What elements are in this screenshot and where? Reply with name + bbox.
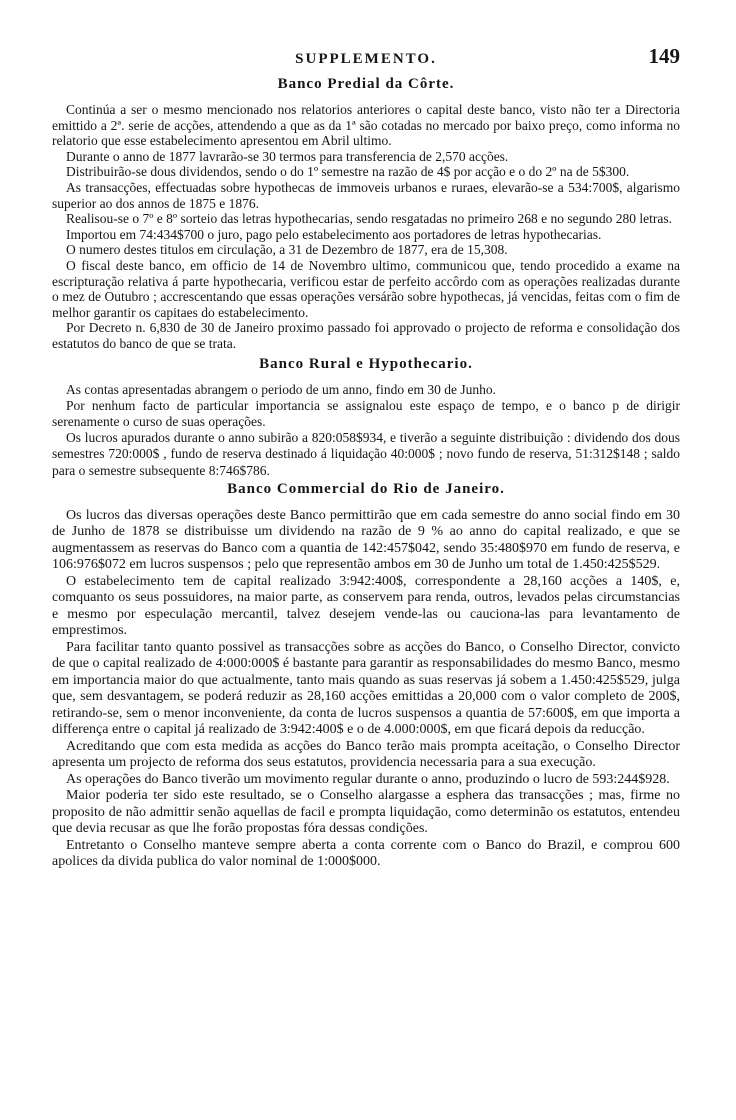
paragraph: Por nenhum facto de particular importancia se assignalou este espaço de tempo, e o banco p de dirigir serenamente o curso de suas operações. (52, 397, 680, 429)
paragraph: O estabelecimento tem de capital realizado 3:942:400$, correspondente a 28,160 acções a 140$, e, comquanto os seus possuidores, na maior parte, as conservem para renda, outros, levados pelas circumstancias e mesmo por especulação mercantil, talvez desejem vende-las ou cauciona-las para levantamento de emprestimos. (52, 573, 680, 639)
paragraph: As contas apresentadas abrangem o periodo de um anno, findo em 30 de Junho. (66, 381, 497, 397)
section-banco-commercial (52, 479, 680, 871)
paragraph: Por Decreto n. 6,830 de 30 de Janeiro proximo passado foi approvado o projecto de reforma e consolidação dos estatutos do banco de que se trata. (52, 320, 680, 351)
section-banco-predial (52, 74, 680, 352)
section-title: Banco Predial da Côrte. (277, 76, 455, 92)
paragraph: Maior poderia ter sido este resultado, se o Conselho alargasse a esphera das transacções ; mas, firme no proposito de não admittir senão aquellas de facil e prompta liquidação, como determinão os estatutos, entendeu que devia recusar as que lhe forão propostas fóra dessas condições. (52, 788, 680, 837)
paragraph: Continúa a ser o mesmo mencionado nos relatorios anteriores o capital deste banco, visto não ter a Directoria emittido a 2ª. serie de acções, attendendo a que as da 1ª são cotadas no mercado por baixo preço, como informa no relatorio que esse estabelecimento apresentou em Abril ultimo. (52, 102, 680, 149)
paragraph: As transacções, effectuadas sobre hypothecas de immoveis urbanos e ruraes, elevarão-se a 534:700$, algarismo superior ao dos annos de 1875 e 1876. (52, 179, 680, 211)
section-title: Banco Rural e Hypothecario. (259, 355, 473, 372)
paragraph: Durante o anno de 1877 lavrarão-se 30 termos para transferencia de 2,570 acções. (66, 148, 509, 164)
paragraph: Distribuirão-se dous dividendos, sendo o do 1º semestre na razão de 4$ por acção e o do 2º na de 5$300. (66, 164, 630, 180)
paragraph: O fiscal deste banco, em officio de 14 de Novembro ultimo, communicou que, tendo procedido a exame na escripturação relativa á parte hypothecaria, verificou estar de perfeito accôrdo com as operações realizadas durante o mez de Outubro ; accrescentando que essas operações versárão sobre hypothecas, já vencidas, feitas com o fim de melhor garantir os capitaes do estabelecimento. (52, 257, 680, 320)
running-header (52, 44, 680, 74)
paragraph: Importou em 74:434$700 o juro, pago pelo estabelecimento aos portadores de letras hypothecarias. (66, 226, 602, 242)
paragraph: Os lucros apurados durante o anno subirão a 820:058$934, e tiverão a seguinte distribuição : dividendo dos dous semestres 720:000$ , fundo de reserva destinado á liquidação 40:000$ ; novo fundo de reserva, 51:312$148 ; saldo para o semestre subsequente 8:746$786. (52, 430, 680, 478)
paragraph: Realisou-se o 7º e 8º sorteio das letras hypothecarias, sendo resgatadas no primeiro 268 e no segundo 280 letras. (66, 211, 672, 227)
paragraph: As operações do Banco tiverão um movimento regular durante o anno, produzindo o lucro de 593:244$928. (66, 771, 670, 787)
section-title: Banco Commercial do Rio de Janeiro. (227, 480, 505, 497)
paragraph: Acreditando que com esta medida as acções do Banco terão mais prompta aceitação, o Conselho Director apresenta um projecto de reforma dos seus estatutos, providencia necessaria para a sua execução. (52, 738, 680, 771)
paragraph: O numero destes titulos em circulação, a 31 de Dezembro de 1877, era de 15,308. (66, 242, 508, 258)
page-number: 149 (648, 44, 680, 68)
paragraph: Entretanto o Conselho manteve sempre aberta a conta corrente com o Banco do Brazil, e comprou 600 apolices da divida publica do valor nominal de 1:000$000. (52, 837, 680, 870)
paragraph: Para facilitar tanto quanto possivel as transacções sobre as acções do Banco, o Conselho Director, convicto de que o capital realizado de 4:000:000$ é bastante para garantir as responsabilidades do mesmo Banco, mesmo em importancia maior do que actualmente, tanto mais quando as suas reservas já sobem a 1.450:425$529, julga que, sem desvantagem, se poderá reduzir as 28,160 acções emittidas a 20,000 com o valor completo de 200$, retirando-se, sem o menor inconveniente, da conta de lucros suspensos a quantia de 57:600$, em que importa a differença entre o capital já realizado de 3:942:400$ e o de 4.000:000$, em que ficará depois da reducção. (52, 639, 680, 738)
running-title: SUPPLEMENTO. (295, 51, 437, 67)
paragraph: Os lucros das diversas operações deste Banco permittirão que em cada semestre do anno social findo em 30 de Junho de 1878 se distribuisse um dividendo na razão de 9 % ao anno do capital realizado, e que se augmentassem as reservas do Banco com a quantia de 142:457$042, sendo 35:480$970 em fundo de reserva, e 106:976$072 em lucros suspensos ; pelo que representão ambos em 30 de Junho um total de 1.450:425$529. (52, 507, 680, 573)
section-banco-rural (52, 354, 680, 479)
